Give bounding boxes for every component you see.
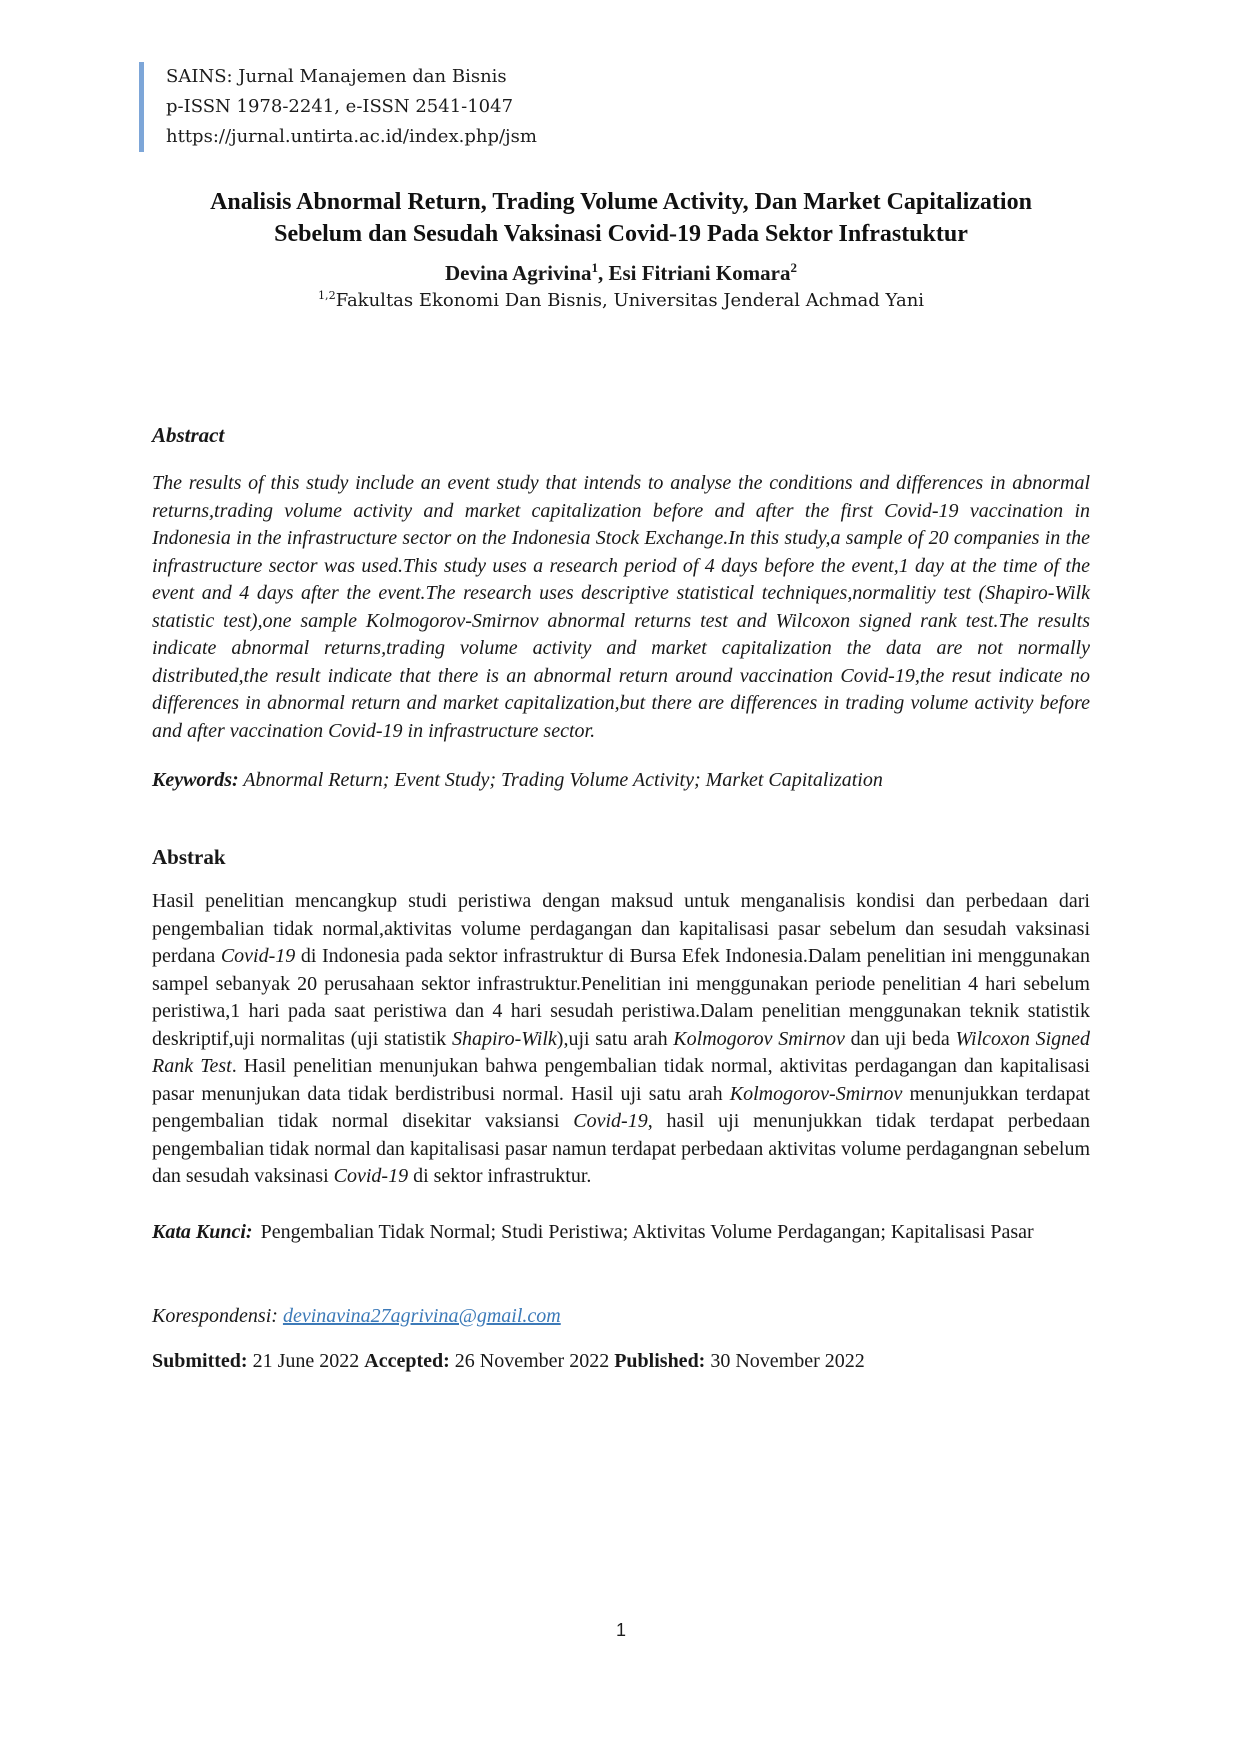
keywords-label: Keywords: <box>152 769 239 791</box>
kata-kunci-line <box>152 1217 1090 1247</box>
abstract-heading: Abstract <box>152 423 225 447</box>
submission-dates-line: Submitted: 21 June 2022 Accepted: 26 November 2022 Published: 30 November 2022 <box>152 1349 865 1372</box>
journal-url: https://jurnal.untirta.ac.id/index.php/jsm <box>166 126 537 147</box>
correspondence-label: Korespondensi <box>152 1304 272 1327</box>
paper-title-line1: Analisis Abnormal Return, Trading Volume Activity, Dan Market Capitalization <box>210 189 1032 215</box>
authors-line: Devina Agrivina$^1$, Esi Fitriani Komara$^2$ <box>445 260 797 285</box>
journal-name: SAINS: Jurnal Manajemen dan Bisnis <box>166 66 507 87</box>
correspondence-separator: : <box>271 1304 283 1327</box>
abstrak-heading: Abstrak <box>152 845 226 869</box>
affiliation-line: $^{1,2}$Fakultas Ekonomi Dan Bisnis, Universitas Jenderal Achmad Yani <box>317 289 925 311</box>
correspondence-line <box>152 1303 1090 1330</box>
paper-title-line2: Sebelum dan Sesudah Vaksinasi Covid-19 Pada Sektor Infrastuktur <box>274 221 968 247</box>
abstrak-paragraph: Hasil penelitian mencangkup studi peristiwa dengan maksud untuk menganalisis kondisi dan perbedaan dari pengembalian tidak normal,aktivitas volume perdagangan dan kapitalisasi pasar sebelum dan sesudah vaksinasi perdana Covid-19 di Indonesia pada sektor infrastruktur di Bursa Efek Indonesia.Dalam penelitian ini menggunakan sampel sebanyak 20 perusahaan sektor infrastruktur.Penelitian ini menggunakan periode penelitian 4 hari sebelum peristiwa,1 hari pada saat peristiwa dan 4 hari sesudah peristiwa.Dalam penelitian menggunakan teknik statistik deskriptif,uji normalitas (uji statistik Shapiro-Wilk),uji satu arah Kolmogorov Smirnov dan uji beda Wilcoxon Signed Rank Test. Hasil penelitian menunjukan bahwa pengembalian tidak normal, aktivitas perdagangan dan kapitalisasi pasar menunjukan data tidak berdistribusi normal. Hasil uji satu arah Kolmogorov-Smirnov menunjukkan terdapat pengembalian tidak normal disekitar vaksiansi Covid-19, hasil uji menunjukkan tidak terdapat perbedaan pengembalian tidak normal dan kapitalisasi pasar namun terdapat perbedaan aktivitas volume perdagangnan sebelum dan sesudah vaksinasi Covid-19 di sektor infrastruktur. <box>152 890 1091 1187</box>
keywords-line <box>152 767 1090 794</box>
kata-kunci-label: Kata Kunci: <box>152 1220 253 1243</box>
correspondence-email-link[interactable]: devinavina27agrivina@gmail.com <box>282 1304 561 1327</box>
keywords-text: Abnormal Return; Event Study; Trading Volume Activity; Market Capitalization <box>238 769 883 791</box>
kata-kunci-text: Pengembalian Tidak Normal; Studi Peristiwa; Aktivitas Volume Perdagangan; Kapitalisasi Pasar <box>260 1220 1034 1243</box>
journal-header <box>139 62 1090 152</box>
page-number: 1 <box>615 1620 626 1640</box>
page-content <box>0 62 1241 1375</box>
journal-issn: p-ISSN 1978-2241, e-ISSN 2541-1047 <box>166 96 514 117</box>
paper-title <box>152 186 1090 250</box>
abstract-paragraph: The results of this study include an event study that intends to analyse the conditions and differences in abnormal returns,trading volume activity and market capitalization before and after the first Covid-19 vaccination in Indonesia in the infrastructure sector on the Indonesia Stock Exchange.In this study,a sample of 20 companies in the infrastructure sector was used.This study uses a research period of 4 days before the event,1 day at the time of the event and 4 days after the event.The research uses descriptive statistical techniques,normalitiy test (Shapiro-Wilk statistic test),one sample Kolmogorov-Smirnov abnormal returns test and Wilcoxon signed rank test.The results indicate abnormal returns,trading volume activity and market capitalization the data are not normally distributed,the result indicate that there is an abnormal return around vaccination Covid-19,the resut indicate no differences in abnormal return and market capitalization,but there are differences in trading volume activity before and after vaccination Covid-19 in infrastructure sector. <box>152 472 1090 742</box>
